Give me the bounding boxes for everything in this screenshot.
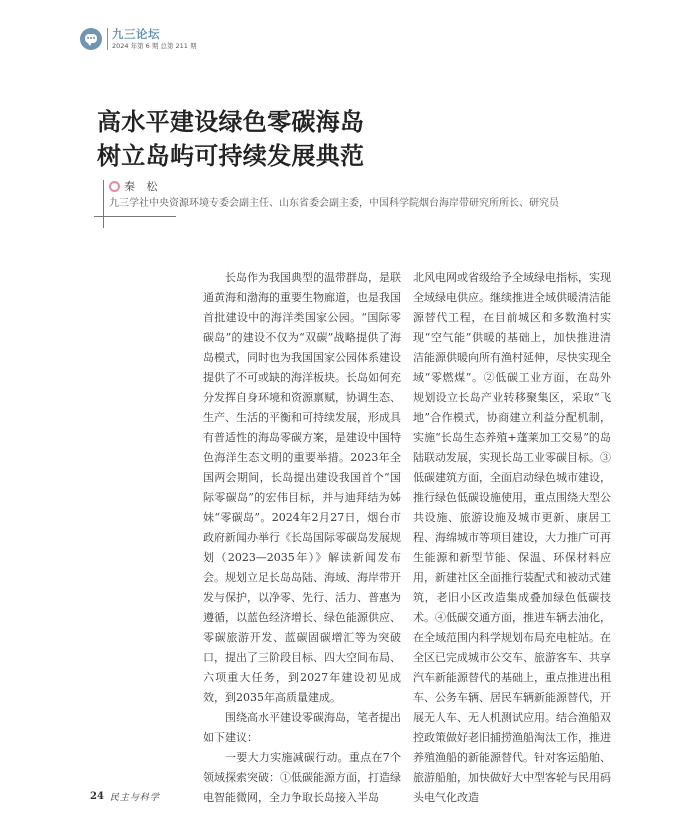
issue-info: 2024 年第 6 期 总第 211 期 bbox=[112, 42, 197, 50]
author-name: 秦 松 bbox=[124, 180, 162, 193]
article-title bbox=[97, 105, 364, 173]
magazine-name: 民主与科学 bbox=[109, 793, 160, 803]
paragraph: 围绕高水平建设零碳海岛，笔者提出如下建议： bbox=[203, 711, 401, 744]
body-column-left bbox=[203, 268, 401, 808]
title-line-1: 高水平建设绿色零碳海岛 bbox=[97, 108, 365, 136]
column-header bbox=[80, 28, 196, 50]
body-column-right bbox=[413, 268, 611, 808]
paragraph: 一要大力实施减碳行动。重点在7个领域探索突破：①低碳能源方面，打造绿电智能微网，全力争取长岛接入半岛 bbox=[203, 751, 401, 804]
author-row bbox=[109, 178, 162, 194]
column-name: 九三论坛 bbox=[112, 26, 160, 41]
header-divider bbox=[107, 28, 108, 50]
ring-icon bbox=[109, 181, 120, 192]
author-horizontal-rule bbox=[94, 216, 176, 217]
author-vertical-rule bbox=[103, 180, 104, 228]
page-number: 24 bbox=[90, 791, 104, 802]
author-affiliation: 九三学社中央资源环境专委会副主任、山东省委会副主委，中国科学院烟台海岸带研究所所长、研究员 bbox=[109, 198, 559, 209]
title-line-2: 树立岛屿可持续发展典范 bbox=[97, 142, 365, 170]
chat-bubble-icon bbox=[80, 28, 102, 50]
paragraph: 长岛作为我国典型的温带群岛，是联通黄海和渤海的重要生物廊道，也是我国首批建设中的海洋类国家公园。“国际零碳岛”的建设不仅为“双碳”战略提供了海岛模式，同时也为我国国家公园体系建设提供了不可或缺的海洋板块。长岛如何充分发挥自身环境和资源禀赋，协调生态、生产、生活的平衡和可持续发展，形成具有普适性的海岛零碳方案，是建设中国特色海洋生态文明的重要举措。2023年全国两会期间，长岛提出建设我国首个“国际零碳岛”的宏伟目标，并与迪拜结为姊妹“零碳岛”。2024年2月27日，烟台市政府新闻办举行《长岛国际零碳岛发展规划（2023—2035年）》解读新闻发布会。规划立足长岛岛陆、海域、海岸带开发与保护，以净零、先行、活力、普惠为遵循，以蓝色经济增长、绿色能源供应、零碳旅游开发、蓝碳固碳增汇等为突破口，提出了三阶段目标、四大空间布局、六项重大任务，到2027年建设初见成效，到2035年高质量建成。 bbox=[203, 271, 401, 704]
page-footer bbox=[90, 790, 160, 803]
paragraph: 北风电网或省级给予全域绿电指标，实现全域绿电供应。继续推进全域供暖清洁能源替代工程，在目前城区和多数渔村实现“空气能”供暖的基础上，加快推进清洁能源供暖向所有渔村延伸，尽快实现全域“零燃煤”。②低碳工业方面，在岛外规划设立长岛产业转移聚集区，采取“飞地”合作模式，协商建立利益分配机制，实施“长岛生态养殖+蓬莱加工交易”的岛陆联动发展，实现长岛工业零碳目标。③低碳建筑方面，全面启动绿色城市建设，推行绿色低碳设施使用，重点围绕大型公共设施、旅游设施及城市更新、康居工程、海绵城市等项目建设，大力推广可再生能源和新型节能、保温、环保材料应用，新建社区全面推行装配式和被动式建筑，老旧小区改造集成叠加绿色低碳技术。④低碳交通方面，推进车辆去油化，在全域范围内科学规划布局充电桩站。在全区已完成城市公交车、旅游客车、共享汽车新能源替代的基础上，重点推进出租车、公务车辆、居民车辆新能源替代，开展无人车、无人机测试应用。结合渔船双控政策做好老旧捕捞渔船淘汰工作，推进养殖渔船的新能源替代。针对客运船舶、旅游船舶，加快做好大中型客轮与民用码头电气化改造 bbox=[413, 271, 611, 804]
